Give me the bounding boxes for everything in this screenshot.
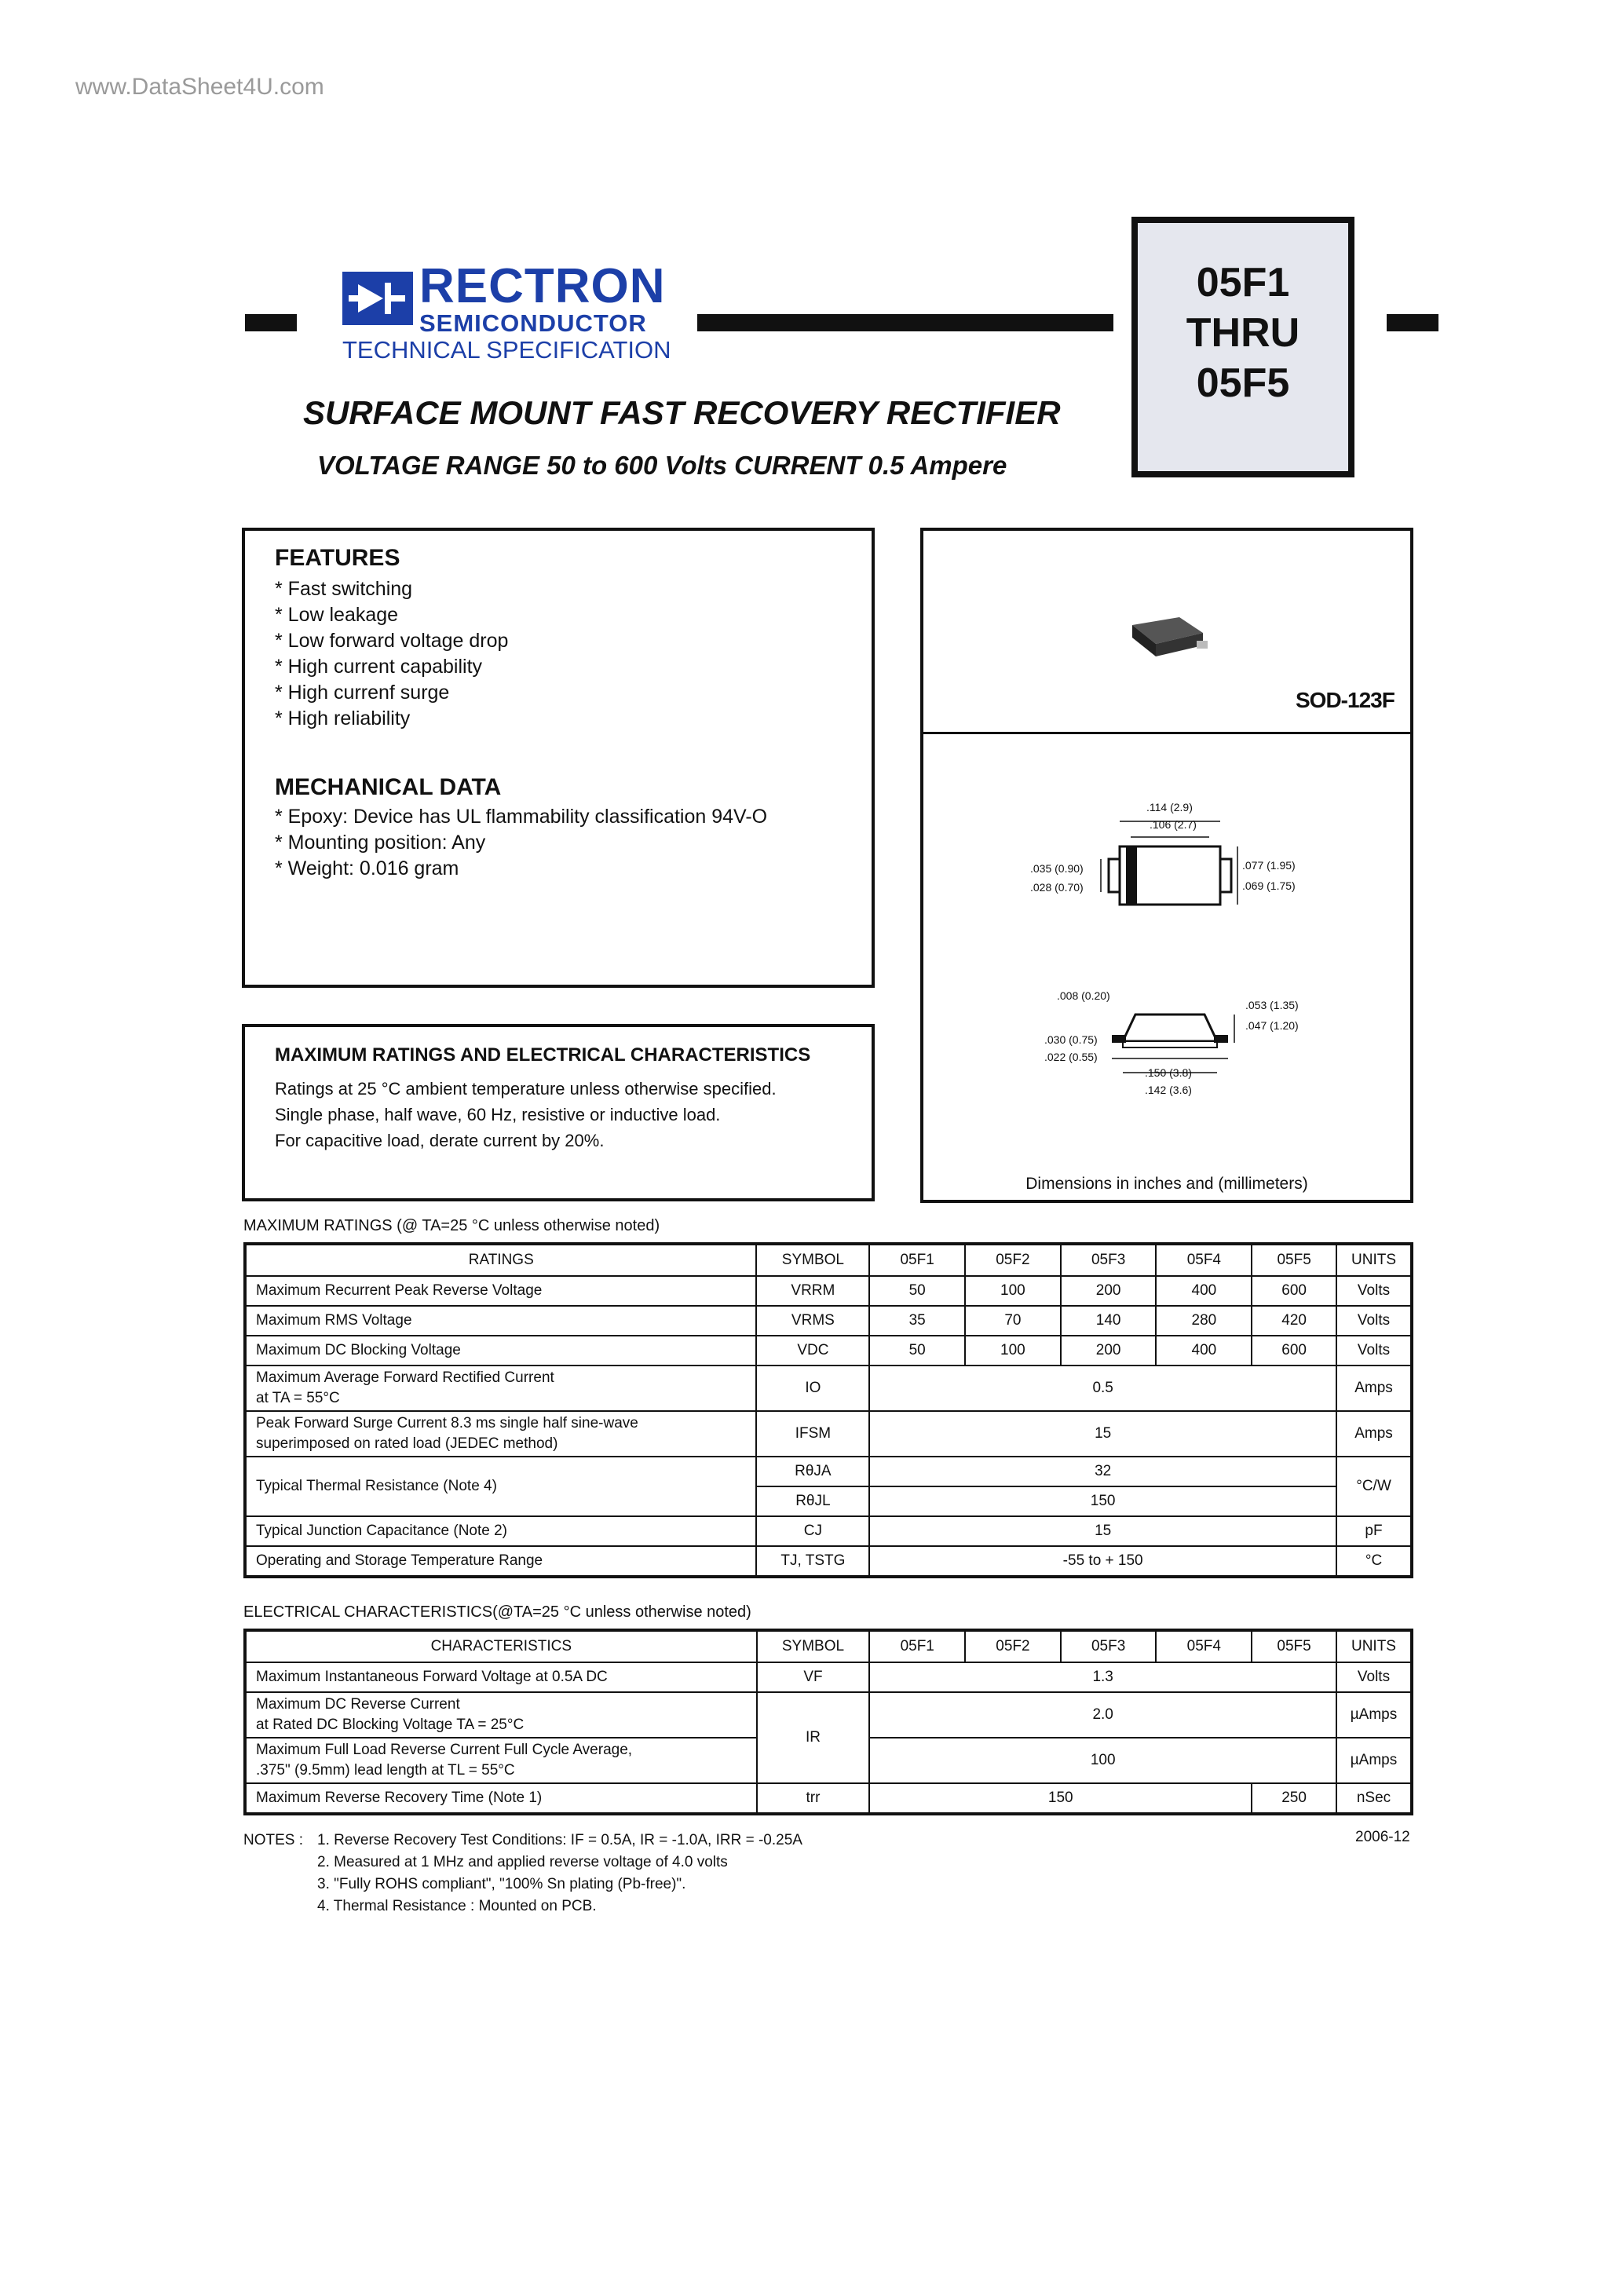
row-value: 15: [869, 1411, 1336, 1457]
row-label-line: Maximum Full Load Reverse Current Full Cycle Average,: [256, 1742, 633, 1758]
row-symbol: IR: [757, 1692, 870, 1783]
row-label: Maximum Recurrent Peak Reverse Voltage: [245, 1276, 756, 1306]
row-label: [245, 1411, 756, 1457]
notes-label: NOTES :: [243, 1832, 304, 1848]
row-label: Maximum RMS Voltage: [245, 1306, 756, 1336]
feature-item: * Low leakage: [275, 604, 399, 626]
mechanical-item: * Epoxy: Device has UL flammability classification 94V-O: [275, 806, 768, 828]
row-label: Typical Thermal Resistance (Note 4): [245, 1457, 756, 1516]
header-cell: 05F1: [869, 1630, 965, 1662]
mechanical-list: [275, 804, 767, 882]
header-cell: 05F2: [965, 1630, 1061, 1662]
row-symbol: trr: [757, 1783, 870, 1814]
dim-label: .053 (1.35): [1245, 999, 1299, 1011]
dim-label: .028 (0.70): [1030, 881, 1084, 894]
document-date: 2006-12: [1355, 1829, 1410, 1845]
header-cell: 05F2: [965, 1244, 1061, 1276]
row-unit: µAmps: [1336, 1738, 1412, 1783]
max-ratings-caption: MAXIMUM RATINGS (@ TA=25 °C unless otherwise noted): [243, 1217, 660, 1234]
row-value: 400: [1156, 1276, 1252, 1306]
row-value: 100: [965, 1336, 1061, 1366]
row-value: 250: [1252, 1783, 1336, 1814]
row-value: 420: [1252, 1306, 1336, 1336]
dim-label: .035 (0.90): [1030, 862, 1084, 875]
row-value: 150: [869, 1486, 1336, 1516]
row-unit: Volts: [1336, 1306, 1412, 1336]
row-label: [245, 1692, 757, 1738]
elec-table: [243, 1629, 1413, 1815]
package-photo-icon: [1124, 609, 1211, 668]
row-label: [245, 1738, 757, 1783]
header-rule-middle: [697, 314, 1113, 331]
row-unit: Volts: [1336, 1662, 1412, 1692]
ratings-panel-heading: MAXIMUM RATINGS AND ELECTRICAL CHARACTERISTICS: [275, 1044, 811, 1066]
note-item: 4. Thermal Resistance : Mounted on PCB.: [317, 1898, 597, 1914]
row-value: 200: [1061, 1336, 1157, 1366]
row-value: 35: [869, 1306, 965, 1336]
row-value: 0.5: [869, 1366, 1336, 1411]
ratings-panel: [242, 1024, 875, 1201]
features-list: [275, 576, 508, 732]
row-symbol: IFSM: [756, 1411, 869, 1457]
header-cell: 05F3: [1061, 1244, 1157, 1276]
header-cell: 05F3: [1061, 1630, 1157, 1662]
ratings-panel-line: For capacitive load, derate current by 20%.: [275, 1131, 605, 1150]
header-cell: 05F5: [1252, 1630, 1336, 1662]
package-panel: [920, 528, 1413, 1203]
ratings-panel-line: Ratings at 25 °C ambient temperature unless otherwise specified.: [275, 1079, 777, 1099]
table-row: [245, 1336, 1412, 1366]
row-value: 400: [1156, 1336, 1252, 1366]
row-label: Maximum DC Blocking Voltage: [245, 1336, 756, 1366]
row-unit: µAmps: [1336, 1692, 1412, 1738]
features-heading: FEATURES: [275, 545, 400, 571]
header-cell: UNITS: [1336, 1630, 1412, 1662]
brand-name: RECTRON: [419, 259, 666, 313]
header-cell: RATINGS: [245, 1244, 756, 1276]
mechanical-item: * Mounting position: Any: [275, 832, 486, 854]
max-ratings-table: [243, 1242, 1413, 1578]
row-label: [245, 1366, 756, 1411]
feature-item: * High currenf surge: [275, 682, 450, 704]
dim-label: .022 (0.55): [1044, 1051, 1098, 1063]
part-line2: THRU: [1186, 310, 1300, 356]
header-rule-right: [1387, 314, 1438, 331]
table-row: [245, 1411, 1412, 1457]
part-line1: 05F1: [1196, 260, 1290, 305]
row-value: 15: [869, 1516, 1336, 1546]
document-title: SURFACE MOUNT FAST RECOVERY RECTIFIER: [303, 394, 1061, 431]
row-label-line: at TA = 55°C: [256, 1390, 340, 1406]
package-divider: [923, 732, 1410, 734]
row-unit: Amps: [1336, 1366, 1412, 1411]
row-value: 280: [1156, 1306, 1252, 1336]
row-symbol: VRMS: [756, 1306, 869, 1336]
feature-item: * Low forward voltage drop: [275, 630, 509, 652]
watermark: www.DataSheet4U.com: [75, 74, 324, 100]
table-row: [245, 1457, 1412, 1486]
row-unit: nSec: [1336, 1783, 1412, 1814]
row-symbol: IO: [756, 1366, 869, 1411]
row-label: Maximum Instantaneous Forward Voltage at 0.5A DC: [245, 1662, 757, 1692]
notes-list: [317, 1830, 802, 1918]
dim-label: .069 (1.75): [1242, 879, 1296, 892]
header-cell: SYMBOL: [756, 1244, 869, 1276]
table-row: [245, 1692, 1412, 1738]
row-symbol: VF: [757, 1662, 870, 1692]
dim-label: .047 (1.20): [1245, 1019, 1299, 1032]
ratings-panel-text: [275, 1076, 777, 1153]
header-cell: 05F5: [1252, 1244, 1336, 1276]
row-value: 100: [965, 1276, 1061, 1306]
table-row: [245, 1276, 1412, 1306]
row-label-line: Maximum DC Reverse Current: [256, 1696, 460, 1713]
dim-label: .142 (3.6): [1145, 1084, 1192, 1096]
row-value: 200: [1061, 1276, 1157, 1306]
header-cell: SYMBOL: [757, 1630, 870, 1662]
row-value: 70: [965, 1306, 1061, 1336]
feature-item: * High reliability: [275, 707, 411, 729]
row-value: -55 to + 150: [869, 1546, 1336, 1577]
mechanical-item: * Weight: 0.016 gram: [275, 857, 459, 879]
row-label-line: .375" (9.5mm) lead length at TL = 55°C: [256, 1762, 515, 1779]
row-value: 50: [869, 1336, 965, 1366]
elec-caption: ELECTRICAL CHARACTERISTICS(@TA=25 °C unless otherwise noted): [243, 1603, 751, 1621]
row-unit: Amps: [1336, 1411, 1412, 1457]
row-value: 1.3: [869, 1662, 1336, 1692]
table-row: [245, 1306, 1412, 1336]
row-label: Maximum Reverse Recovery Time (Note 1): [245, 1783, 757, 1814]
row-label-line: Maximum Average Forward Rectified Current: [256, 1369, 554, 1386]
part-line3: 05F5: [1196, 360, 1290, 406]
dim-label: .114 (2.9): [1146, 801, 1193, 813]
table-header-row: [245, 1630, 1412, 1662]
header-rule-left: [245, 314, 297, 331]
row-symbol: RθJL: [756, 1486, 869, 1516]
row-unit: °C: [1336, 1546, 1412, 1577]
table-row: [245, 1366, 1412, 1411]
document-subtitle: VOLTAGE RANGE 50 to 600 Volts CURRENT 0.5 Ampere: [317, 451, 1007, 480]
header-cell: UNITS: [1336, 1244, 1412, 1276]
row-unit: pF: [1336, 1516, 1412, 1546]
row-symbol: TJ, TSTG: [756, 1546, 869, 1577]
header-cell: 05F4: [1156, 1244, 1252, 1276]
brand-subtitle: SEMICONDUCTOR: [419, 309, 647, 337]
dim-label: .150 (3.8): [1145, 1066, 1192, 1079]
rectron-logo-icon: [342, 272, 413, 325]
table-row: [245, 1662, 1412, 1692]
table-row: [245, 1546, 1412, 1577]
header-cell: 05F1: [869, 1244, 965, 1276]
mechanical-heading: MECHANICAL DATA: [275, 774, 502, 800]
table-header-row: [245, 1244, 1412, 1276]
dim-label: .008 (0.20): [1057, 989, 1110, 1002]
row-value: 600: [1252, 1336, 1336, 1366]
row-unit: Volts: [1336, 1276, 1412, 1306]
row-value: 100: [869, 1738, 1336, 1783]
row-label: Typical Junction Capacitance (Note 2): [245, 1516, 756, 1546]
header-cell: 05F4: [1156, 1630, 1252, 1662]
ratings-panel-line: Single phase, half wave, 60 Hz, resistive or inductive load.: [275, 1105, 721, 1124]
brand-tagline: TECHNICAL SPECIFICATION: [342, 336, 671, 364]
row-value: 140: [1061, 1306, 1157, 1336]
row-unit: Volts: [1336, 1336, 1412, 1366]
dim-label: .106 (2.7): [1150, 818, 1197, 831]
dim-label: .077 (1.95): [1242, 859, 1296, 872]
note-item: 2. Measured at 1 MHz and applied reverse voltage of 4.0 volts: [317, 1854, 728, 1870]
row-label-line: superimposed on rated load (JEDEC method): [256, 1435, 558, 1452]
row-value: 2.0: [869, 1692, 1336, 1738]
features-panel: [242, 528, 875, 988]
table-row: [245, 1516, 1412, 1546]
note-item: 1. Reverse Recovery Test Conditions: IF = 0.5A, IR = -1.0A, IRR = -0.25A: [317, 1832, 802, 1848]
feature-item: * Fast switching: [275, 578, 413, 600]
dimension-note: Dimensions in inches and (millimeters): [1025, 1175, 1308, 1193]
row-symbol: VRRM: [756, 1276, 869, 1306]
row-symbol: VDC: [756, 1336, 869, 1366]
row-label: Operating and Storage Temperature Range: [245, 1546, 756, 1577]
row-label-line: Peak Forward Surge Current 8.3 ms single half sine-wave: [256, 1415, 638, 1431]
row-value: 150: [869, 1783, 1252, 1814]
header-cell: CHARACTERISTICS: [245, 1630, 757, 1662]
dim-label: .030 (0.75): [1044, 1033, 1098, 1046]
row-value: 32: [869, 1457, 1336, 1486]
row-label-line: at Rated DC Blocking Voltage TA = 25°C: [256, 1717, 525, 1733]
row-unit: °C/W: [1336, 1457, 1412, 1516]
row-value: 600: [1252, 1276, 1336, 1306]
note-item: 3. "Fully ROHS compliant", "100% Sn plating (Pb-free)".: [317, 1876, 686, 1892]
feature-item: * High current capability: [275, 656, 483, 678]
row-symbol: RθJA: [756, 1457, 869, 1486]
row-value: 50: [869, 1276, 965, 1306]
row-symbol: CJ: [756, 1516, 869, 1546]
package-name: SOD-123F: [1296, 688, 1395, 712]
table-row: [245, 1783, 1412, 1814]
part-number-box: [1131, 217, 1354, 477]
